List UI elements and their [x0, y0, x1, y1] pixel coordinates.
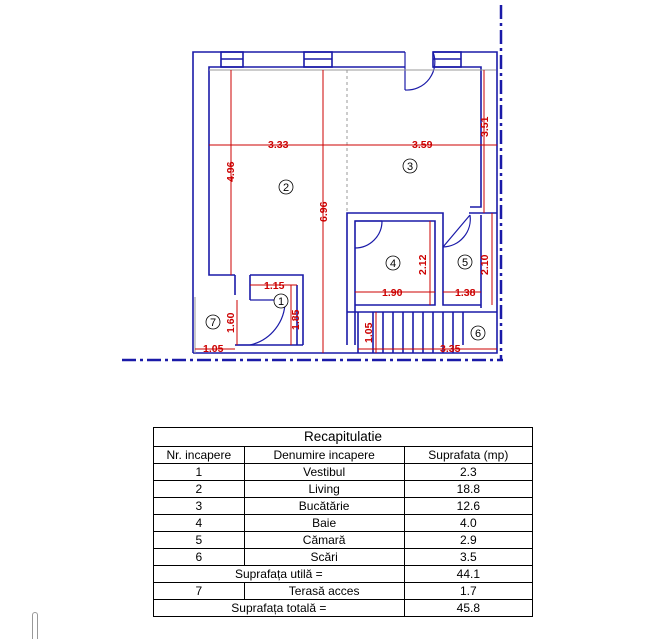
row-area: 4.0: [404, 515, 532, 532]
useful-area-value: 44.1: [404, 566, 532, 583]
table-row: [154, 481, 533, 498]
dim-pantry-width: 1.38: [455, 287, 476, 299]
row-area: 2.9: [404, 532, 532, 549]
table-row: [154, 515, 533, 532]
total-area-row: [154, 600, 533, 617]
header-room-name: Denumire incapere: [244, 447, 404, 464]
header-area: Suprafata (mp): [404, 447, 532, 464]
dim-terrace-width: 1.05: [203, 343, 224, 355]
dim-total-height: 6.96: [318, 201, 330, 222]
dim-vestibule-width: 1.15: [264, 280, 285, 292]
table-row: [154, 549, 533, 566]
row-area: 18.8: [404, 481, 532, 498]
dim-living-width: 3.33: [268, 139, 289, 151]
room-number-2: 2: [283, 182, 290, 194]
table-row: [154, 532, 533, 549]
terrace-outline: [195, 70, 496, 353]
table-row: [154, 464, 533, 481]
terrace-row: [154, 583, 533, 600]
row-number: 4: [154, 515, 245, 532]
row-name: Baie: [244, 515, 404, 532]
total-area-label: Suprafața totală =: [154, 600, 405, 617]
room-number-7: 7: [210, 317, 217, 329]
paperclip-edge: [32, 612, 38, 639]
row-area: 3.5: [404, 549, 532, 566]
row-number: 2: [154, 481, 245, 498]
room-number-5: 5: [462, 257, 469, 269]
terrace-number: 7: [154, 583, 245, 600]
row-name: Scări: [244, 549, 404, 566]
useful-area-row: [154, 566, 533, 583]
table-header-row: [154, 447, 533, 464]
row-number: 1: [154, 464, 245, 481]
terrace-name: Terasă acces: [244, 583, 404, 600]
room-number-6: 6: [475, 328, 482, 340]
table-title: Recapitulatie: [154, 428, 533, 447]
row-name: Vestibul: [244, 464, 404, 481]
dim-vestibule-height: 1.85: [290, 309, 302, 330]
row-name: Bucătărie: [244, 498, 404, 515]
row-number: 3: [154, 498, 245, 515]
dim-stairs-height: 1.05: [363, 322, 375, 343]
room-number-3: 3: [407, 161, 414, 173]
header-room-number: Nr. incapere: [154, 447, 245, 464]
row-area: 2.3: [404, 464, 532, 481]
row-number: 6: [154, 549, 245, 566]
dim-pantry-height: 2.10: [479, 254, 491, 275]
dim-bath-height: 2.12: [417, 254, 429, 275]
row-name: Cămară: [244, 532, 404, 549]
row-area: 12.6: [404, 498, 532, 515]
room-number-1: 1: [278, 296, 285, 308]
dim-bath-width: 1.90: [382, 287, 403, 299]
total-area-value: 45.8: [404, 600, 532, 617]
row-number: 5: [154, 532, 245, 549]
table-row: [154, 498, 533, 515]
walls: [193, 52, 497, 353]
dim-living-height: 4.96: [225, 161, 237, 182]
area-summary-table: [153, 427, 533, 617]
row-name: Living: [244, 481, 404, 498]
dimension-lines: [195, 70, 497, 353]
room-number-4: 4: [390, 258, 397, 270]
dim-kitchen-width: 3.59: [412, 139, 433, 151]
terrace-area: 1.7: [404, 583, 532, 600]
dim-stairs-width: 3.35: [440, 343, 461, 355]
dim-kitchen-height: 3.51: [479, 116, 491, 137]
useful-area-label: Suprafața utilă =: [154, 566, 405, 583]
dim-terrace-height: 1.60: [225, 312, 237, 333]
